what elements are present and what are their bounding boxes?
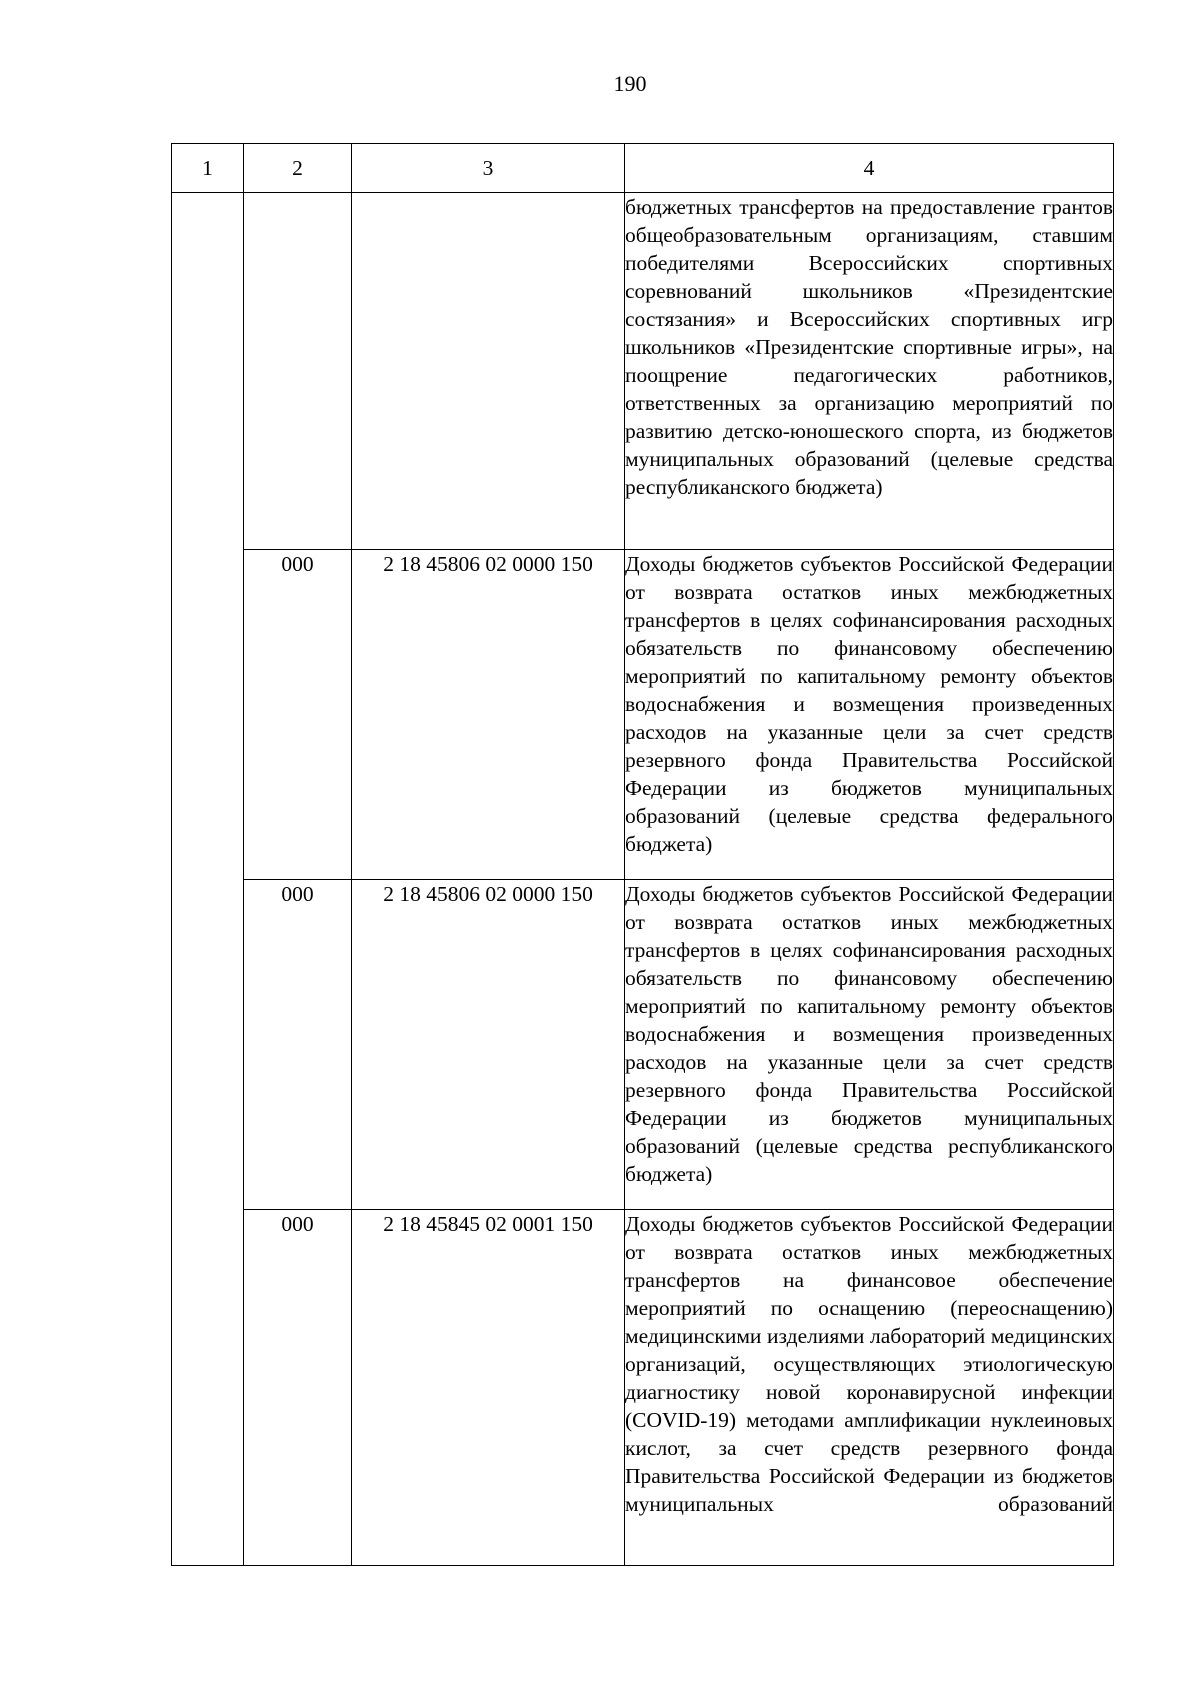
column-header-1: 1 — [172, 144, 244, 193]
page-number: 190 — [613, 71, 647, 96]
table-header-row — [172, 144, 1114, 193]
table-row — [172, 880, 1114, 1210]
column-header-4: 4 — [625, 144, 1114, 193]
budget-classification-table — [171, 143, 1114, 1566]
merged-cell-col-1 — [172, 193, 244, 1566]
cell-admin-code: 000 — [244, 1210, 352, 1566]
column-header-3: 3 — [352, 144, 625, 193]
cell-admin-code: 000 — [244, 880, 352, 1210]
table-row-continued — [172, 193, 1114, 550]
table-row — [172, 550, 1114, 880]
cell-income-code: 2 18 45806 02 0000 150 — [352, 880, 625, 1210]
cell-admin-code: 000 — [244, 550, 352, 880]
cell-income-code — [352, 193, 625, 550]
cell-description: Доходы бюджетов субъектов Российской Федерации от возврата остатков иных межбюджетных трансфертов в целях софинансирования расходных обязательств по финансовому обеспечению мероприятий по капитальному ремонту объектов водоснабжения и возмещения произведенных расходов на указанные цели за счет средств резервного фонда Правительства Российской Федерации из бюджетов муниципальных образований (целевые средства республиканского бюджета) — [625, 880, 1114, 1210]
cell-income-code: 2 18 45845 02 0001 150 — [352, 1210, 625, 1566]
cell-description: бюджетных трансфертов на предоставление грантов общеобразовательным организациям, ставшим победителями Всероссийских спортивных соревнований школьников «Президентские состязания» и Всероссийских спортивных игр школьников «Президентские спортивные игры», на поощрение педагогических работников, ответственных за организацию мероприятий по развитию детско-юношеского спорта, из бюджетов муниципальных образований (целевые средства республиканского бюджета) — [625, 193, 1114, 550]
table-row — [172, 1210, 1114, 1566]
cell-income-code: 2 18 45806 02 0000 150 — [352, 550, 625, 880]
cell-description: Доходы бюджетов субъектов Российской Федерации от возврата остатков иных межбюджетных трансфертов на финансовое обеспечение мероприятий по оснащению (переоснащению) медицинскими изделиями лабораторий медицинских организаций, осуществляющих этиологическую диагностику новой коронавирусной инфекции (COVID-19) методами амплификации нуклеиновых кислот, за счет средств резервного фонда Правительства Российской Федерации из бюджетов муниципальных образований — [625, 1210, 1114, 1566]
cell-description: Доходы бюджетов субъектов Российской Федерации от возврата остатков иных межбюджетных трансфертов в целях софинансирования расходных обязательств по финансовому обеспечению мероприятий по капитальному ремонту объектов водоснабжения и возмещения произведенных расходов на указанные цели за счет средств резервного фонда Правительства Российской Федерации из бюджетов муниципальных образований (целевые средства федерального бюджета) — [625, 550, 1114, 880]
column-header-2: 2 — [244, 144, 352, 193]
cell-admin-code — [244, 193, 352, 550]
